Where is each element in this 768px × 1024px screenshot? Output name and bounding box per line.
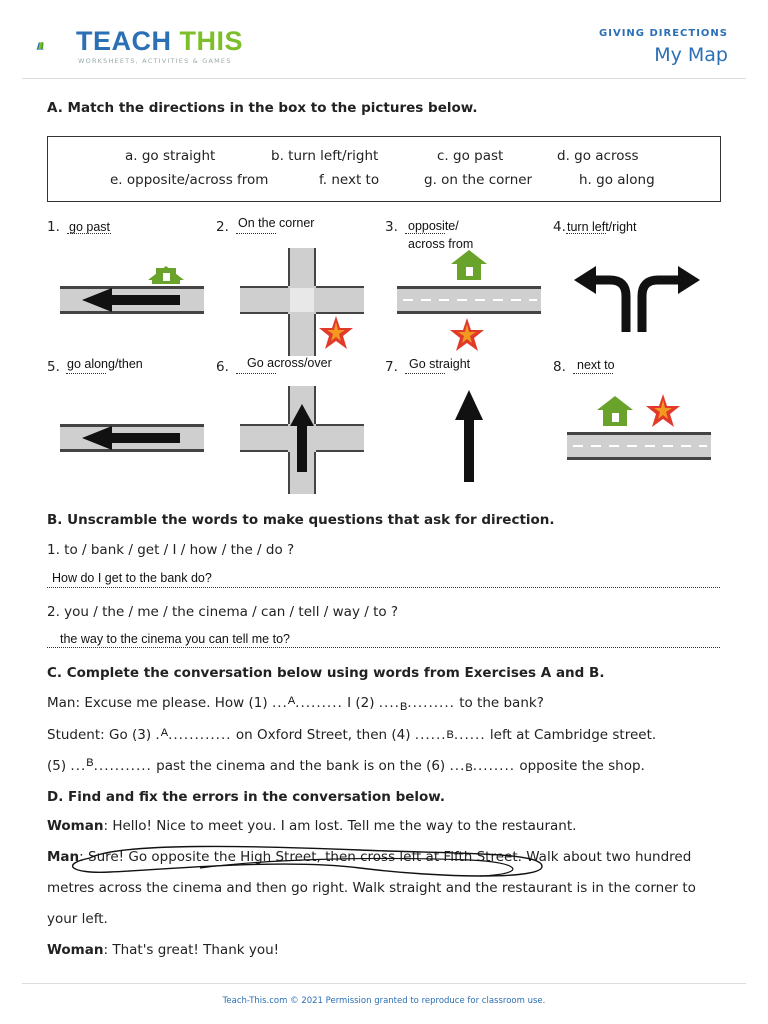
item-1-answer: go past xyxy=(69,220,111,234)
logo-tagline: WORKSHEETS, ACTIVITIES & GAMES xyxy=(78,57,232,65)
item-5-answer: go along/then xyxy=(67,357,143,371)
b-answer-line-1 xyxy=(47,586,720,588)
item-3-answer: opposite/ xyxy=(408,219,459,233)
d-man-text: : Sure! Go opposite the High Street, then cross left at Fifth Street. Walk about two hundred metres across the cinema and then go right. Walk straight and the restaurant is in the corner to your left. xyxy=(47,849,696,927)
d-woman-text-1: : Hello! Nice to meet you. I am lost. Tell me the way to the restaurant. xyxy=(103,818,577,834)
item-3-answer-line2: across from xyxy=(408,237,474,251)
footer-divider xyxy=(22,983,746,984)
c-line-2-b: on Oxford Street, then (4) xyxy=(231,727,415,743)
item-2-number: 2. xyxy=(216,219,229,235)
item-1-number: 1. xyxy=(47,219,60,235)
logo-main: TEACH xyxy=(76,26,172,56)
page-title: My Map xyxy=(654,44,728,66)
logo-accent: THIS xyxy=(179,26,244,56)
picture-4-turn-left-right xyxy=(574,262,700,334)
turn-arrows-icon xyxy=(590,280,678,332)
house-icon xyxy=(597,396,633,426)
option-e: e. opposite/across from xyxy=(110,172,269,188)
c-blank-1[interactable]: A xyxy=(287,695,296,707)
item-3-number: 3. xyxy=(385,219,398,235)
speaker-woman-2: Woman xyxy=(47,942,104,958)
item-2-blank xyxy=(236,232,276,234)
d-woman-text-2: : That's great! Thank you! xyxy=(103,942,280,958)
teach-this-logo-icon xyxy=(36,24,76,68)
c-line-2-a: Student: Go (3) xyxy=(47,727,156,743)
speaker-woman: Woman xyxy=(47,818,104,834)
star-icon xyxy=(319,316,353,349)
b-question-1: 1. to / bank / get / I / how / the / do ? xyxy=(47,542,295,558)
item-5-blank xyxy=(66,372,106,374)
c-line-2: Student: Go (3) .$^A$............ on Oxford Street, then (4) ......B...... left at Cambridge street. xyxy=(47,727,657,743)
option-d: d. go across xyxy=(557,148,639,164)
house-icon xyxy=(148,266,184,284)
c-line-3-c: opposite the shop. xyxy=(515,758,645,774)
c-line-1-c: to the bank? xyxy=(454,695,544,711)
logo-wordmark xyxy=(76,26,243,57)
picture-5-go-along xyxy=(60,424,204,454)
header-kicker: GIVING DIRECTIONS xyxy=(599,28,728,39)
speaker-man: Man xyxy=(47,849,80,865)
item-4-number: 4. xyxy=(553,219,566,235)
option-c: c. go past xyxy=(437,148,504,164)
item-6-number: 6. xyxy=(216,359,229,375)
picture-3-opposite xyxy=(397,250,541,356)
option-g: g. on the corner xyxy=(424,172,533,188)
c-line-3: (5) ...$^B$........... past the cinema and the bank is on the (6) ...B........ opposite the shop. xyxy=(47,757,645,774)
options-box xyxy=(47,136,721,202)
b-answer-1[interactable]: How do I get to the bank do? xyxy=(52,571,212,585)
c-blank-4[interactable]: B xyxy=(446,729,454,741)
item-8-number: 8. xyxy=(553,359,566,375)
picture-8-next-to xyxy=(567,392,711,462)
c-blank-6[interactable]: B xyxy=(465,762,473,774)
item-4-answer: turn left/right xyxy=(567,220,637,234)
c-line-2-c: left at Cambridge street. xyxy=(485,727,657,743)
d-conversation xyxy=(47,811,727,966)
picture-2-corner xyxy=(240,248,364,356)
c-line-3-b: past the cinema and the bank is on the (6) xyxy=(151,758,450,774)
house-icon xyxy=(451,250,487,280)
item-5-number: 5. xyxy=(47,359,60,375)
option-h: h. go along xyxy=(579,172,655,188)
item-8-answer: next to xyxy=(577,358,615,372)
item-7-blank xyxy=(405,372,445,374)
picture-1-go-past xyxy=(60,250,204,318)
item-7-answer: Go straight xyxy=(409,357,471,371)
section-b-heading: B. Unscramble the words to make questions that ask for direction. xyxy=(47,512,555,528)
section-c-heading: C. Complete the conversation below using words from Exercises A and B. xyxy=(47,665,605,681)
item-8-blank xyxy=(573,372,613,374)
b-answer-2[interactable]: the way to the cinema you can tell me to? xyxy=(60,632,290,646)
arrow-up-icon xyxy=(455,390,483,482)
item-2-answer: On the corner xyxy=(238,216,315,230)
section-d-heading: D. Find and fix the errors in the conversation below. xyxy=(47,789,446,805)
c-blank-3[interactable]: A xyxy=(160,727,169,739)
b-answer-line-2 xyxy=(47,646,720,648)
footer-copyright: Teach-This.com © 2021 Permission granted to reproduce for classroom use. xyxy=(222,996,546,1006)
c-line-1-a: Man: Excuse me please. How (1) xyxy=(47,695,272,711)
item-7-number: 7. xyxy=(385,359,398,375)
star-icon xyxy=(450,318,484,351)
d-woman-line-2 xyxy=(47,935,727,966)
star-icon xyxy=(646,394,680,427)
c-blank-5[interactable]: B xyxy=(86,757,94,769)
header-divider xyxy=(22,78,746,79)
b-question-2: 2. you / the / me / the cinema / can / tell / way / to ? xyxy=(47,604,399,620)
handwritten-circle-mark xyxy=(60,838,560,882)
item-6-answer: Go across/over xyxy=(247,356,332,370)
c-line-1: Man: Excuse me please. How (1) ...$^A$......... I (2) $...._B$......... to the bank? xyxy=(47,695,544,713)
option-f: f. next to xyxy=(319,172,380,188)
picture-6-go-across xyxy=(240,386,364,494)
option-b: b. turn left/right xyxy=(271,148,379,164)
option-a: a. go straight xyxy=(125,148,216,164)
c-blank-2[interactable]: B xyxy=(399,701,408,713)
c-line-1-b: I (2) xyxy=(342,695,379,711)
picture-7-go-straight xyxy=(455,390,483,482)
c-line-3-a: (5) xyxy=(47,758,71,774)
item-6-blank xyxy=(236,372,276,374)
section-a-heading: A. Match the directions in the box to the pictures below. xyxy=(47,100,478,116)
